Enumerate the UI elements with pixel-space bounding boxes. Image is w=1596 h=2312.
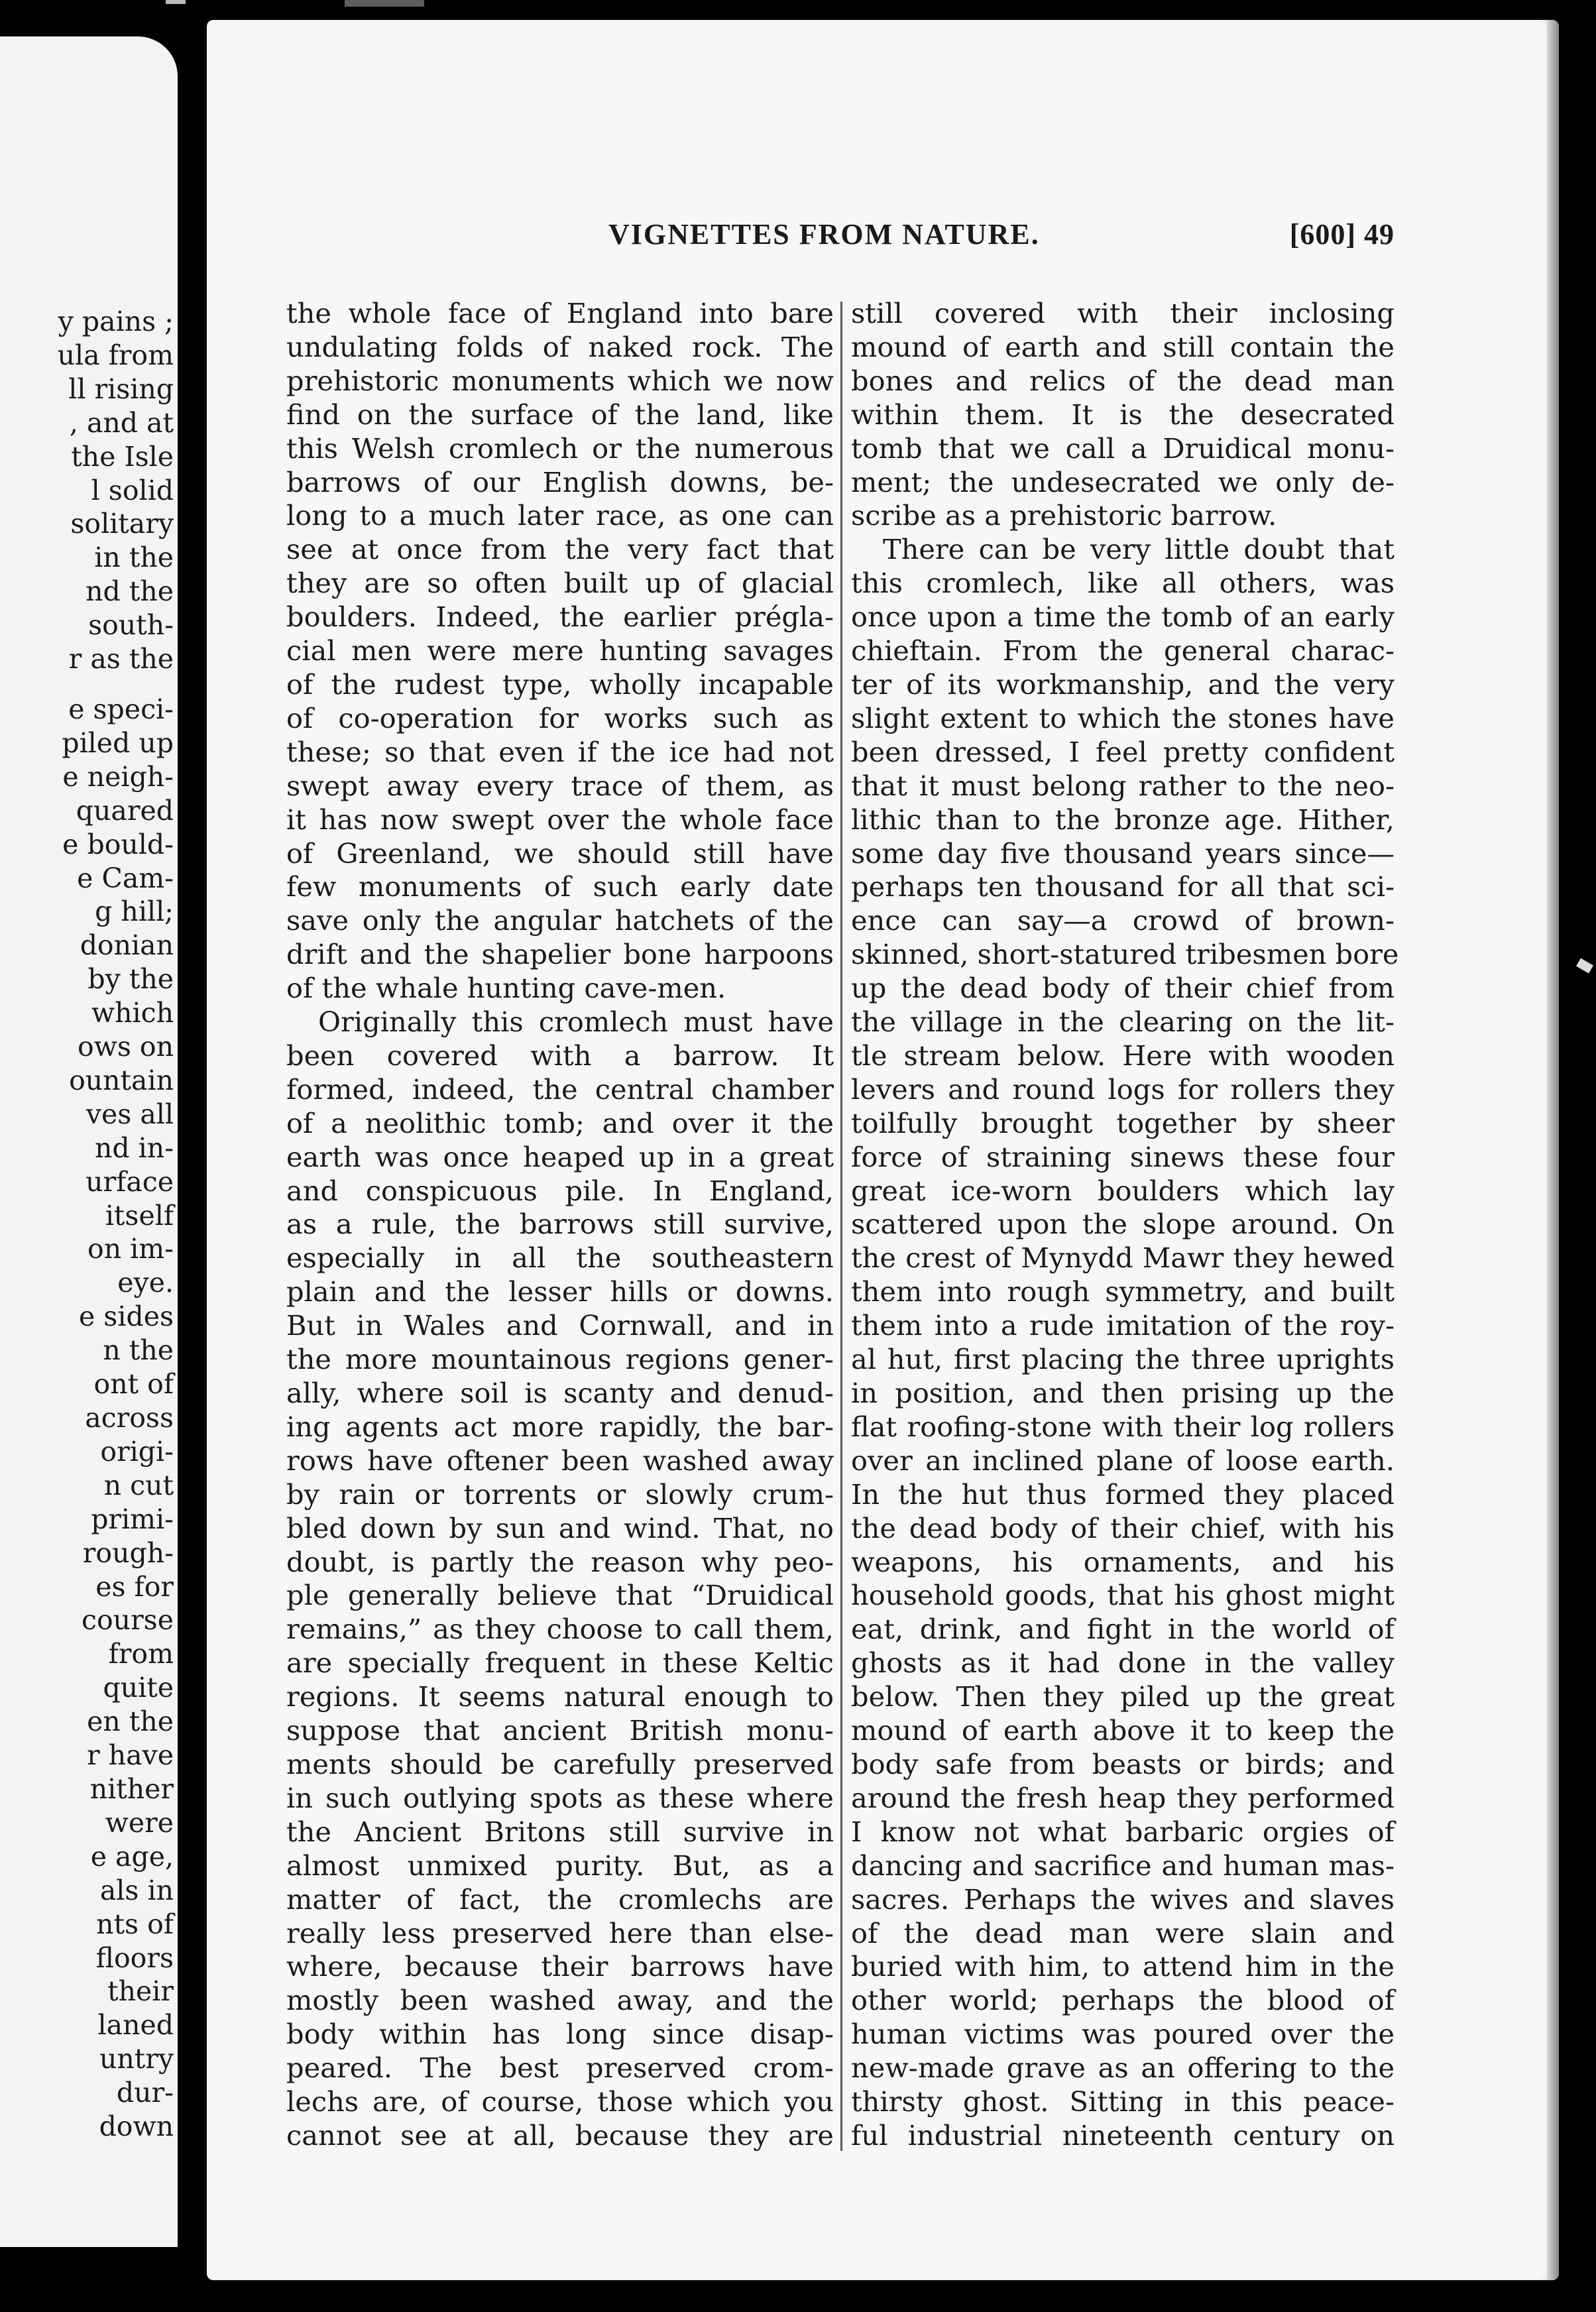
text-line: body within has long since disap- (286, 2018, 834, 2051)
text-line: around the fresh heap they performed (851, 1781, 1395, 1814)
text-line: find on the surface of the land, like (286, 398, 834, 431)
text-line: There can be very little doubt that (883, 533, 1395, 566)
text-line: the village in the clearing on the lit- (851, 1006, 1395, 1039)
text-line: of Greenland, we should still have (286, 837, 834, 870)
text-column-right (851, 297, 1399, 2153)
facing-text-fragment: e neigh- (62, 760, 174, 793)
facing-text-fragment: n the (103, 1334, 174, 1367)
text-line: household goods, that his ghost might (851, 1579, 1395, 1612)
facing-text-fragment: ows on (78, 1031, 174, 1063)
facing-text-fragment: urface (86, 1165, 174, 1198)
text-line: Originally this cromlech must have (318, 1006, 834, 1039)
text-line: the more mountainous regions gener- (286, 1343, 834, 1376)
facing-text-fragment: donian (80, 929, 174, 962)
facing-text-fragment: e Cam- (77, 862, 174, 894)
text-line: barrows of our English downs, be- (286, 465, 834, 498)
text-line: al hut, first placing the three uprights (851, 1343, 1395, 1376)
text-line: of the rudest type, wholly incapable (286, 667, 834, 701)
facing-text-fragment: on im- (87, 1233, 174, 1265)
facing-text-fragment: untry (99, 2043, 174, 2075)
facing-text-fragment: nts of (96, 1908, 174, 1940)
facing-text-fragment: e bould- (62, 828, 174, 860)
text-line: been dressed, I feel pretty confident (851, 735, 1395, 768)
text-line: and conspicuous pile. In England, (286, 1174, 834, 1207)
text-line: by rain or torrents or slowly crum- (286, 1477, 834, 1511)
facing-text-fragment: nither (89, 1772, 174, 1805)
text-line: doubt, is partly the reason why peo- (286, 1545, 834, 1578)
text-line: that it must belong rather to the neo- (851, 769, 1395, 802)
text-line: buried with him, to attend him in the (851, 1950, 1395, 1983)
text-line: in such outlying spots as these where (286, 1781, 834, 1814)
text-line: lithic than to the bronze age. Hither, (851, 803, 1395, 836)
column-divider (840, 302, 842, 2151)
text-line: ple generally believe that “Druidical (286, 1579, 834, 1612)
text-line: within them. It is the desecrated (851, 398, 1395, 431)
facing-text-fragment: nd the (86, 575, 174, 608)
facing-text-fragment: e sides (79, 1300, 174, 1333)
scan-artifact (166, 0, 186, 4)
text-line: ghosts as it had done in the valley (851, 1647, 1395, 1680)
facing-text-fragment: south- (88, 609, 174, 642)
facing-text-fragment: l solid (91, 474, 174, 506)
text-line: long to a much later race, as one can (286, 499, 834, 532)
text-line: peared. The best preserved crom- (286, 2052, 834, 2085)
text-line: where, because their barrows have (286, 1950, 834, 1983)
text-line: ally, where soil is scanty and denud- (286, 1377, 834, 1409)
text-line: levers and round logs for rollers they (851, 1072, 1395, 1106)
text-line: eat, drink, and fight in the world of (851, 1613, 1395, 1646)
text-line: great ice-worn boulders which lay (851, 1174, 1395, 1207)
facing-text-fragment: g hill; (95, 896, 174, 928)
text-line: ence can say—a crowd of brown- (851, 904, 1395, 937)
text-line: matter of fact, the cromlechs are (286, 1882, 834, 1916)
facing-text-fragment: course (82, 1604, 174, 1637)
text-line: suppose that ancient British monu- (286, 1714, 834, 1747)
text-line: as a rule, the barrows still survive, (286, 1208, 834, 1241)
facing-text-fragment: eye. (117, 1267, 174, 1299)
text-line: ments should be carefully preserved (286, 1747, 834, 1780)
text-line: human victims was poured over the (851, 2018, 1395, 2051)
text-line: cannot see at all, because they are (286, 2118, 834, 2152)
text-line: are specially frequent in these Keltic (286, 1647, 834, 1680)
text-line: In the hut thus formed they placed (851, 1477, 1395, 1511)
text-line: tle stream below. Here with wooden (851, 1039, 1395, 1072)
text-line: thirsty ghost. Sitting in this peace- (851, 2085, 1395, 2118)
text-line: once upon a time the tomb of an early (851, 601, 1395, 634)
text-line: boulders. Indeed, the earlier prégla- (286, 601, 834, 634)
text-line: mound of earth above it to keep the (851, 1714, 1395, 1747)
scan-artifact (1576, 958, 1593, 973)
facing-text-fragment: nd in- (94, 1131, 174, 1164)
text-line: skinned, short-statured tribesmen bore (851, 938, 1399, 971)
text-line: them into rough symmetry, and built (851, 1275, 1395, 1308)
text-line: But in Wales and Cornwall, and in (286, 1309, 834, 1342)
text-line: mostly been washed away, and the (286, 1984, 834, 2017)
text-line: especially in all the southeastern (286, 1242, 834, 1275)
facing-text-fragment: which (91, 997, 174, 1029)
text-line: earth was once heaped up in a great (286, 1140, 834, 1173)
text-line: see at once from the very fact that (286, 533, 834, 566)
text-line: ing agents act more rapidly, the bar- (286, 1410, 834, 1443)
text-line: over an inclined plane of loose earth. (851, 1444, 1395, 1477)
text-line: these; so that even if the ice had not (286, 735, 834, 768)
page-number: [600] 49 (1289, 218, 1395, 251)
text-line: really less preserved here than else- (286, 1916, 834, 1949)
text-line: the whole face of England into bare (286, 297, 834, 329)
text-line: almost unmixed purity. But, as a (286, 1849, 834, 1882)
running-head-title: VIGNETTES FROM NATURE. (608, 218, 1040, 251)
text-line: cial men were mere hunting savages (286, 634, 834, 667)
text-line: it has now swept over the whole face (286, 803, 834, 836)
text-line: them into a rude imitation of the roy- (851, 1309, 1395, 1342)
text-line: perhaps ten thousand for all that sci- (851, 870, 1395, 903)
facing-text-fragment: laned (97, 2009, 174, 2042)
facing-text-fragment: from (108, 1638, 174, 1670)
facing-text-fragment: quared (76, 794, 174, 827)
facing-text-fragment: the Isle (71, 440, 174, 473)
text-line: rows have oftener been washed away (286, 1444, 834, 1477)
text-line: of co-operation for works such as (286, 701, 834, 734)
text-line: swept away every trace of them, as (286, 769, 834, 802)
text-line: of the dead man were slain and (851, 1916, 1395, 1949)
text-line: in position, and then prising up the (851, 1377, 1395, 1409)
facing-text-fragment: , and at (69, 406, 174, 439)
text-line: this cromlech, like all others, was (851, 567, 1395, 600)
text-line: scribe as a prehistoric barrow. (851, 499, 1277, 532)
facing-text-fragment: in the (94, 542, 174, 574)
text-line: still covered with their inclosing (851, 297, 1395, 329)
text-line: some day five thousand years since— (851, 837, 1395, 870)
text-line: remains,” as they choose to call them, (286, 1613, 834, 1646)
text-line: the crest of Mynydd Mawr they hewed (851, 1242, 1395, 1275)
text-line: the dead body of their chief, with his (851, 1511, 1395, 1544)
text-line: up the dead body of their chief from (851, 972, 1395, 1005)
text-line: of the whale hunting cave-men. (286, 972, 726, 1005)
text-line: sacres. Perhaps the wives and slaves (851, 1882, 1395, 1916)
facing-text-fragment: als in (99, 1874, 174, 1906)
facing-text-fragment: across (85, 1402, 174, 1434)
text-line: few monuments of such early date (286, 870, 834, 903)
text-line: they are so often built up of glacial (286, 567, 834, 600)
scan-artifact (345, 0, 424, 7)
facing-text-fragment: rough- (82, 1536, 174, 1569)
facing-page-fragment (0, 36, 178, 2247)
text-line: flat roofing-stone with their log rollers (851, 1410, 1395, 1443)
text-line: bones and relics of the dead man (851, 364, 1395, 397)
facing-page-text (58, 305, 174, 2144)
text-line: tomb that we call a Druidical monu- (851, 432, 1395, 465)
text-line: prehistoric monuments which we now (286, 364, 834, 397)
text-line: ful industrial nineteenth century on (851, 2118, 1395, 2152)
text-line: undulating folds of naked rock. The (286, 330, 834, 363)
facing-text-fragment: primi- (91, 1503, 174, 1535)
facing-text-fragment: n cut (103, 1469, 174, 1501)
text-line: toilfully brought together by sheer (851, 1106, 1395, 1139)
text-line: I know not what barbaric orgies of (851, 1815, 1395, 1848)
text-line: formed, indeed, the central chamber (286, 1072, 834, 1106)
text-line: body safe from beasts or birds; and (851, 1747, 1395, 1780)
facing-text-fragment: dur- (116, 2077, 174, 2109)
text-line: lechs are, of course, those which you (286, 2085, 834, 2118)
text-line: weapons, his ornaments, and his (851, 1545, 1395, 1578)
page-edge-shadow (1547, 20, 1559, 2280)
text-line: the Ancient Britons still survive in (286, 1815, 834, 1848)
facing-text-fragment: ula from (57, 339, 174, 371)
text-line: this Welsh cromlech or the numerous (286, 432, 834, 465)
facing-text-fragment: es for (95, 1570, 174, 1603)
facing-text-fragment: en the (87, 1705, 174, 1738)
facing-text-fragment: ves all (86, 1098, 174, 1130)
text-line: save only the angular hatchets of the (286, 904, 834, 937)
text-line: regions. It seems natural enough to (286, 1680, 834, 1713)
text-line: new-made grave as an offering to the (851, 2052, 1395, 2085)
text-line: of a neolithic tomb; and over it the (286, 1106, 834, 1139)
text-line: other world; perhaps the blood of (851, 1984, 1395, 2017)
text-line: chieftain. From the general charac- (851, 634, 1395, 667)
facing-text-fragment: ountain (69, 1064, 174, 1096)
facing-text-fragment: e age, (90, 1840, 174, 1873)
facing-text-fragment: e speci- (68, 693, 174, 725)
text-line: slight extent to which the stones have (851, 701, 1395, 734)
facing-text-fragment: ont of (93, 1368, 174, 1401)
facing-text-fragment: r have (87, 1739, 174, 1772)
text-line: scattered upon the slope around. On (851, 1208, 1395, 1241)
facing-text-fragment: floors (95, 1941, 174, 1974)
facing-text-fragment: itself (105, 1199, 174, 1232)
facing-text-fragment: piled up (62, 726, 174, 759)
facing-text-fragment: y pains ; (58, 306, 174, 337)
facing-text-fragment: r as the (68, 643, 174, 675)
facing-text-fragment: their (107, 1975, 174, 2008)
text-line: drift and the shapelier bone harpoons (286, 938, 834, 971)
facing-text-fragment: by the (87, 963, 174, 996)
facing-text-fragment: down (99, 2110, 174, 2143)
text-line: mound of earth and still contain the (851, 330, 1395, 363)
facing-text-fragment: solitary (70, 508, 174, 540)
text-line: dancing and sacrifice and human mas- (851, 1849, 1395, 1882)
text-line: ment; the undesecrated we only de- (851, 465, 1395, 498)
facing-text-fragment: quite (103, 1672, 174, 1704)
facing-text-fragment: origi- (100, 1435, 174, 1468)
text-line: force of straining sinews these four (851, 1140, 1395, 1173)
facing-text-fragment: ll rising (68, 373, 174, 405)
text-line: bled down by sun and wind. That, no (286, 1511, 834, 1544)
facing-text-fragment: were (105, 1806, 174, 1839)
text-line: been covered with a barrow. It (286, 1039, 834, 1072)
text-line: plain and the lesser hills or downs. (286, 1275, 834, 1308)
text-line: ter of its workmanship, and the very (851, 667, 1395, 701)
text-line: below. Then they piled up the great (851, 1680, 1395, 1713)
text-column-left (286, 297, 834, 2153)
